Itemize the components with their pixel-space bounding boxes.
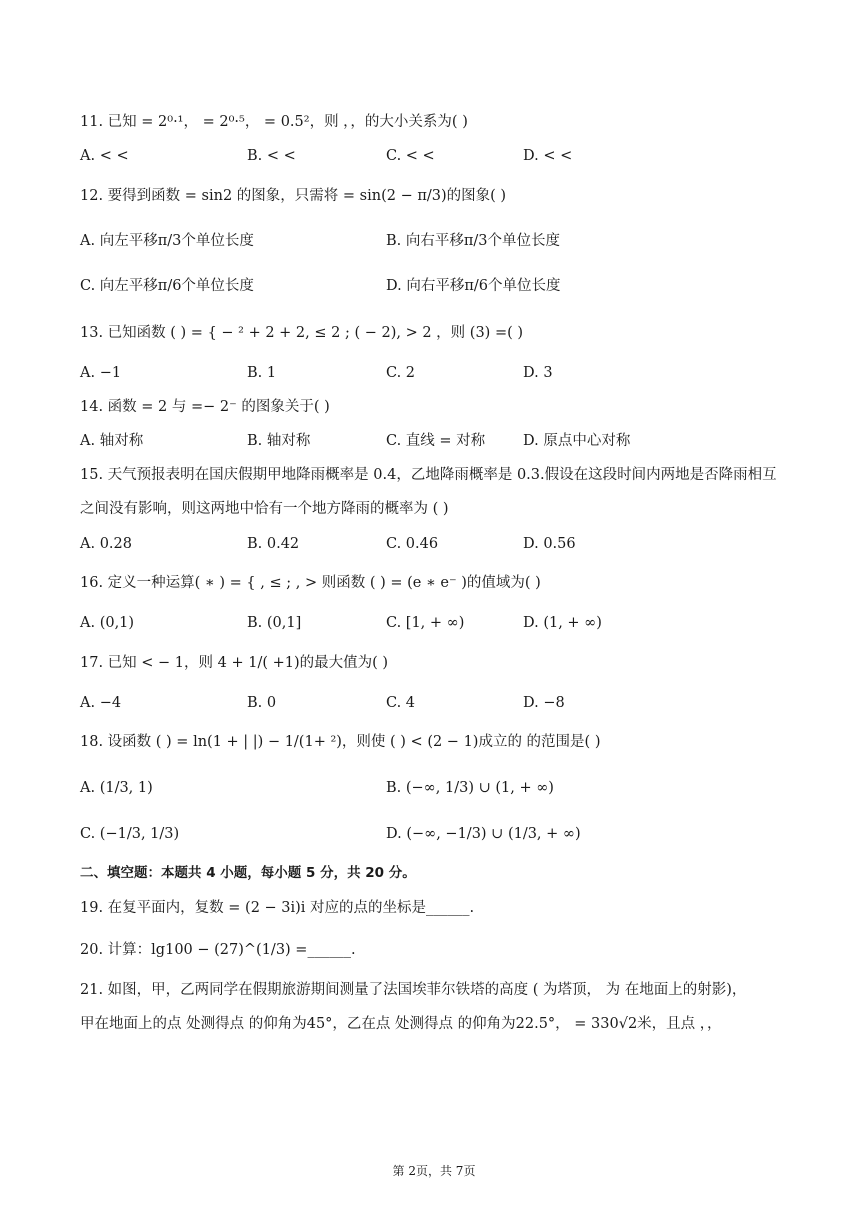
q11-option-b: B. < <	[247, 148, 296, 164]
q11-option-a: A. < <	[80, 148, 129, 164]
question-15-stem-line2: 之间没有影响，则这两地中恰有一个地方降雨的概率为 ( )	[80, 501, 449, 517]
q12-option-b: B. 向右平移π/3个单位长度	[386, 233, 561, 249]
q16-option-c: C. [1, + ∞)	[386, 615, 465, 631]
page-footer: 第 2页，共 7页	[392, 1164, 476, 1178]
question-15-stem: 15. 天气预报表明在国庆假期甲地降雨概率是 0.4，乙地降雨概率是 0.3.假设在这段时间内两地是否降雨相互	[80, 467, 777, 483]
q17-option-d: D. −8	[523, 695, 565, 711]
q15-option-c: C. 0.46	[386, 536, 439, 552]
q11-option-c: C. < <	[386, 148, 435, 164]
q17-option-c: C. 4	[386, 695, 416, 711]
q15-option-d: D. 0.56	[523, 536, 576, 552]
question-18-stem: 18. 设函数 ( ) = ln(1 + | |) − 1/(1+ ²)，则使 ( ) < (2 − 1)成立的 的范围是( )	[80, 734, 601, 750]
q14-option-c: C. 直线 = 对称	[386, 433, 486, 449]
section-heading-fill-in: 二、填空题：本题共 4 小题，每小题 5 分，共 20 分。	[80, 865, 416, 881]
question-19-stem: 19. 在复平面内，复数 = (2 − 3i)i 对应的点的坐标是______.	[80, 900, 475, 916]
question-14-stem: 14. 函数 = 2 与 =− 2⁻ 的图象关于( )	[80, 399, 330, 415]
q16-option-d: D. (1, + ∞)	[523, 615, 602, 631]
q13-option-c: C. 2	[386, 365, 416, 381]
q11-option-d: D. < <	[523, 148, 573, 164]
q16-option-b: B. (0,1]	[247, 615, 302, 631]
q17-option-b: B. 0	[247, 695, 277, 711]
question-13-stem: 13. 已知函数 ( ) = { − ² + 2 + 2, ≤ 2 ; ( − 2), > 2 ，则 (3) =( )	[80, 325, 524, 341]
q12-option-d: D. 向右平移π/6个单位长度	[386, 278, 561, 294]
q17-option-a: A. −4	[80, 695, 122, 711]
q14-option-b: B. 轴对称	[247, 433, 311, 449]
q18-option-c: C. (−1/3, 1/3)	[80, 826, 180, 842]
q14-option-d: D. 原点中心对称	[523, 433, 631, 449]
q15-option-a: A. 0.28	[80, 536, 132, 552]
q13-option-a: A. −1	[80, 365, 122, 381]
q18-option-d: D. (−∞, −1/3) ∪ (1/3, + ∞)	[386, 826, 581, 842]
q14-option-a: A. 轴对称	[80, 433, 144, 449]
question-11-stem: 11. 已知 = 2⁰·¹， = 2⁰·⁵， = 0.5²，则 ，，的大小关系为( )	[80, 114, 468, 130]
q16-option-a: A. (0,1)	[80, 615, 135, 631]
q12-option-c: C. 向左平移π/6个单位长度	[80, 278, 254, 294]
question-12-stem: 12. 要得到函数 = sin2 的图象，只需将 = sin(2 − π/3)的图象( )	[80, 188, 507, 204]
q18-option-b: B. (−∞, 1/3) ∪ (1, + ∞)	[386, 780, 554, 796]
question-21-stem: 21. 如图，甲，乙两同学在假期旅游期间测量了法国埃菲尔铁塔的高度 ( 为塔顶， 为 在地面上的射影)，	[80, 982, 747, 998]
q13-option-d: D. 3	[523, 365, 553, 381]
q18-option-a: A. (1/3, 1)	[80, 780, 153, 796]
question-16-stem: 16. 定义一种运算( ∗ ) = { , ≤ ; , > 则函数 ( ) = (e ∗ e⁻ )的值域为( )	[80, 575, 541, 591]
q12-option-a: A. 向左平移π/3个单位长度	[80, 233, 254, 249]
question-21-stem-line2: 甲在地面上的点 处测得点 的仰角为45°，乙在点 处测得点 的仰角为22.5°， = 330√2米，且点 ，，	[80, 1016, 722, 1032]
q13-option-b: B. 1	[247, 365, 277, 381]
question-20-stem: 20. 计算：lg100 − (27)^(1/3) =______.	[80, 942, 356, 958]
q15-option-b: B. 0.42	[247, 536, 300, 552]
question-17-stem: 17. 已知 < − 1，则 4 + 1/( +1)的最大值为( )	[80, 655, 389, 671]
